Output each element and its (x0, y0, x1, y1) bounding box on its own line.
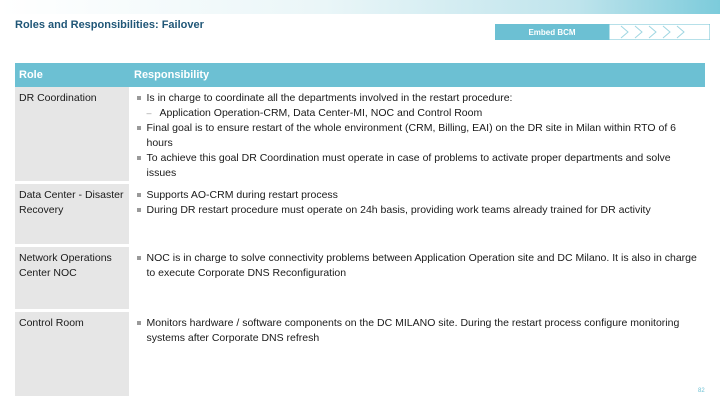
role-cell: Data Center - Disaster Recovery (15, 183, 130, 246)
chevron-arrows-icon (609, 24, 710, 40)
list-item: To achieve this goal DR Coordination must operate in case of problems to activate proper departments and solve issues (136, 151, 702, 181)
list-item: Supports AO-CRM during restart process (136, 188, 702, 203)
role-cell: DR Coordination (15, 87, 130, 183)
responsibility-list (136, 188, 702, 218)
table-row (15, 87, 705, 183)
table-row (15, 183, 705, 246)
responsibility-cell (130, 311, 705, 396)
header-responsibility: Responsibility (130, 63, 705, 87)
embed-bcm-label: Embed BCM (495, 24, 609, 40)
table-header-row (15, 63, 705, 87)
role-cell: Control Room (15, 311, 130, 396)
list-item: Final goal is to ensure restart of the whole environment (CRM, Billing, EAI) on the DR site in Milan within RTO of 6 hours (136, 121, 702, 151)
responsibility-cell (130, 183, 705, 246)
embed-bcm-banner (495, 24, 710, 40)
responsibility-list (136, 251, 702, 281)
responsibility-list (136, 91, 702, 181)
list-item: Monitors hardware / software components on the DC MILANO site. During the restart process configure monitoring systems after Corporate DNS refresh (136, 316, 702, 346)
list-item: During DR restart procedure must operate on 24h basis, providing work teams already trained for DR activity (136, 203, 702, 218)
role-cell: Network Operations Center NOC (15, 246, 130, 311)
table-row (15, 246, 705, 311)
sub-list-item: – Application Operation-CRM, Data Center-MI, NOC and Control Room (136, 106, 702, 121)
responsibility-list (136, 316, 702, 346)
responsibility-cell (130, 87, 705, 183)
responsibility-cell (130, 246, 705, 311)
page-number: 82 (698, 388, 705, 394)
slide-title: Roles and Responsibilities: Failover (15, 19, 204, 31)
header-gradient-band (0, 0, 720, 14)
header-role: Role (15, 63, 130, 87)
list-item: Is in charge to coordinate all the departments involved in the restart procedure: (136, 91, 702, 106)
roles-table (15, 63, 705, 396)
list-item: NOC is in charge to solve connectivity problems between Application Operation site and DC Milano. It is also in charge to execute Corporate DNS Reconfiguration (136, 251, 702, 281)
table-row (15, 311, 705, 396)
